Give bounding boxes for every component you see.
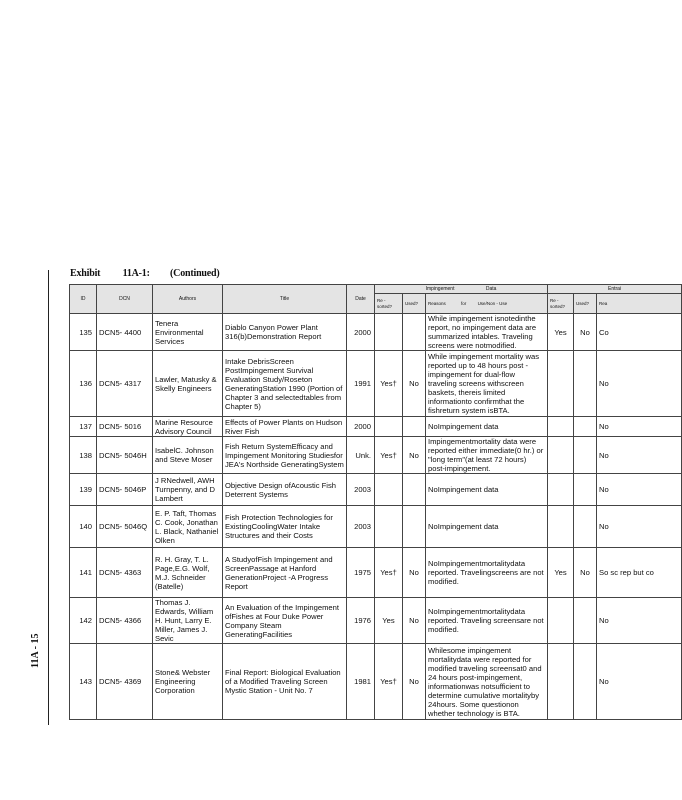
- header-imp-resorted: Re - sorted?: [375, 294, 403, 314]
- cell-date: 2000: [347, 417, 375, 437]
- margin-rule: [48, 270, 49, 725]
- cell-dcn: DCN5- 5016: [97, 417, 153, 437]
- exhibit-caption: [70, 268, 220, 279]
- cell-dcn: DCN5- 4400: [97, 314, 153, 351]
- caption-status: (Continued): [170, 268, 220, 279]
- cell-title: Objective Design ofAcoustic Fish Deterrent Systems: [223, 474, 347, 506]
- table-row: [70, 437, 682, 474]
- cell-imp-resorted: Yes†: [375, 644, 403, 720]
- cell-imp-resorted: Yes†: [375, 548, 403, 598]
- cell-title: Final Report: Biological Evaluation of a Modified Traveling Screen Mystic Station - Unit No. 7: [223, 644, 347, 720]
- cell-imp-reason: NoImpingement data: [426, 506, 548, 548]
- cell-authors: J RNedwell, AWH Turnpenny, and D Lambert: [153, 474, 223, 506]
- cell-imp-resorted: [375, 506, 403, 548]
- cell-ent-used: [574, 417, 597, 437]
- cell-imp-used: No: [403, 548, 426, 598]
- cell-ent-used: [574, 598, 597, 644]
- cell-imp-reason: NoImpingementmortalitydata reported. Traveling screensare not modified.: [426, 598, 548, 644]
- exhibit-table-wrapper: [69, 284, 654, 725]
- cell-authors: Tenera Environmental Services: [153, 314, 223, 351]
- table-row: [70, 506, 682, 548]
- cell-ent-used: No: [574, 548, 597, 598]
- caption-number: 11A-1:: [122, 268, 150, 279]
- cell-imp-resorted: [375, 417, 403, 437]
- table-row: [70, 474, 682, 506]
- cell-authors: IsabelC. Johnson and Steve Moser: [153, 437, 223, 474]
- cell-authors: Lawler, Matusky & Skelly Engineers: [153, 351, 223, 417]
- cell-ent-resorted: [548, 437, 574, 474]
- cell-title: Effects of Power Plants on Hudson River Fish: [223, 417, 347, 437]
- cell-imp-used: [403, 506, 426, 548]
- cell-ent-reason: No: [597, 417, 682, 437]
- cell-ent-reason: No: [597, 474, 682, 506]
- cell-imp-reason: While impingement isnotedinthe report, no impingement data are summarized intables. Traveling screens were notmodified.: [426, 314, 548, 351]
- cell-dcn: DCN5- 5046H: [97, 437, 153, 474]
- cell-id: 138: [70, 437, 97, 474]
- cell-imp-used: No: [403, 351, 426, 417]
- cell-authors: R. H. Gray, T. L. Page,E.G. Wolf, M.J. Schneider (Batelle): [153, 548, 223, 598]
- cell-ent-resorted: Yes: [548, 314, 574, 351]
- cell-date: 1981: [347, 644, 375, 720]
- page-number: 11A - 15: [30, 633, 41, 668]
- header-authors: Authors: [153, 285, 223, 314]
- cell-id: 141: [70, 548, 97, 598]
- cell-imp-reason: NoImpingementmortalitydata reported. Travelingscreens are not modified.: [426, 548, 548, 598]
- header-imp-used: Used?: [403, 294, 426, 314]
- header-title: Title: [223, 285, 347, 314]
- cell-ent-reason: No: [597, 506, 682, 548]
- header-ent-resorted: Re - sorted?: [548, 294, 574, 314]
- cell-dcn: DCN5- 4317: [97, 351, 153, 417]
- cell-imp-used: [403, 474, 426, 506]
- cell-imp-used: No: [403, 644, 426, 720]
- cell-dcn: DCN5- 4369: [97, 644, 153, 720]
- table-row: [70, 417, 682, 437]
- cell-title: A StudyofFish Impingement and ScreenPassage at Hanford GenerationProject -A Progress Report: [223, 548, 347, 598]
- cell-ent-reason: Co: [597, 314, 682, 351]
- cell-imp-used: [403, 417, 426, 437]
- cell-ent-reason: No: [597, 437, 682, 474]
- cell-id: 143: [70, 644, 97, 720]
- cell-title: Diablo Canyon Power Plant 316(b)Demonstration Report: [223, 314, 347, 351]
- cell-imp-resorted: [375, 474, 403, 506]
- header-impingement-label: Impingement: [425, 286, 455, 292]
- cell-authors: Marine Resource Advisory Council: [153, 417, 223, 437]
- cell-imp-resorted: Yes†: [375, 437, 403, 474]
- table-row: [70, 351, 682, 417]
- table-row: [70, 598, 682, 644]
- header-imp-reasons: [426, 294, 548, 314]
- cell-ent-used: [574, 644, 597, 720]
- cell-ent-reason: So sc rep but co: [597, 548, 682, 598]
- cell-authors: Stone& Webster Engineering Corporation: [153, 644, 223, 720]
- cell-ent-reason: No: [597, 598, 682, 644]
- cell-ent-used: [574, 506, 597, 548]
- cell-title: Fish Protection Technologies for ExistingCoolingWater Intake Structures and their Costs: [223, 506, 347, 548]
- cell-ent-resorted: [548, 474, 574, 506]
- cell-ent-used: [574, 474, 597, 506]
- cell-dcn: DCN5- 5046P: [97, 474, 153, 506]
- cell-imp-reason: NoImpingement data: [426, 474, 548, 506]
- cell-ent-resorted: [548, 417, 574, 437]
- cell-date: 2003: [347, 474, 375, 506]
- cell-id: 139: [70, 474, 97, 506]
- header-use: Use/Non - Use: [477, 300, 508, 306]
- cell-ent-reason: No: [597, 351, 682, 417]
- cell-id: 140: [70, 506, 97, 548]
- cell-date: 2003: [347, 506, 375, 548]
- cell-title: An Evaluation of the Impingement ofFishes at Four Duke Power Company Steam GeneratingFacilities: [223, 598, 347, 644]
- cell-id: 136: [70, 351, 97, 417]
- cell-imp-reason: Whilesome impingement mortalitydata were reported for modified traveling screensat0 and 24 hours post-impingement, informationwas notsufficient to determine cumulative mortalityby 24hours. Some questionon whether technology is BTA.: [426, 644, 548, 720]
- cell-dcn: DCN5- 5046Q: [97, 506, 153, 548]
- cell-imp-resorted: Yes: [375, 598, 403, 644]
- cell-ent-reason: No: [597, 644, 682, 720]
- cell-imp-used: [403, 314, 426, 351]
- cell-id: 142: [70, 598, 97, 644]
- cell-imp-used: No: [403, 598, 426, 644]
- cell-ent-used: [574, 437, 597, 474]
- cell-ent-used: [574, 351, 597, 417]
- cell-imp-reason: NoImpingement data: [426, 417, 548, 437]
- cell-authors: Thomas J. Edwards, William H. Hunt, Larry E. Miller, James J. Sevic: [153, 598, 223, 644]
- cell-imp-used: No: [403, 437, 426, 474]
- cell-dcn: DCN5- 4366: [97, 598, 153, 644]
- cell-id: 135: [70, 314, 97, 351]
- header-data-label: Data: [485, 286, 497, 292]
- cell-dcn: DCN5- 4363: [97, 548, 153, 598]
- cell-title: Intake DebrisScreen PostImpingement Survival Evaluation Study/Roseton GeneratingStation 1990 (Portion of Chapter 3 and selectedtables from Chapter 5): [223, 351, 347, 417]
- header-for: for: [461, 300, 467, 306]
- header-group-impingement: [375, 285, 548, 294]
- cell-ent-used: No: [574, 314, 597, 351]
- cell-ent-resorted: [548, 506, 574, 548]
- header-reasons: Reasons: [428, 300, 446, 306]
- header-ent-reasons: Rea: [597, 294, 682, 314]
- cell-id: 137: [70, 417, 97, 437]
- caption-exhibit: Exhibit: [70, 268, 101, 279]
- cell-ent-resorted: [548, 644, 574, 720]
- exhibit-table: [69, 284, 682, 720]
- header-date: Date: [347, 285, 375, 314]
- cell-title: Fish Return SystemEfficacy and Impingement Monitoring Studiesfor JEA's Northside GeneratingSystem: [223, 437, 347, 474]
- cell-imp-resorted: [375, 314, 403, 351]
- cell-authors: E. P. Taft, Thomas C. Cook, Jonathan L. Black, Nathaniel Olken: [153, 506, 223, 548]
- cell-date: Unk.: [347, 437, 375, 474]
- header-group-entrainment: Entrai: [548, 285, 682, 294]
- cell-date: 2000: [347, 314, 375, 351]
- cell-date: 1976: [347, 598, 375, 644]
- header-ent-used: Used?: [574, 294, 597, 314]
- cell-imp-resorted: Yes†: [375, 351, 403, 417]
- cell-imp-reason: While impingement mortality was reported up to 48 hours post - impingement for dual-flow traveling screens withscreen baskets, thereis limited informationto confirmthat the fishreturn system isBTA.: [426, 351, 548, 417]
- table-row: [70, 314, 682, 351]
- table-row: [70, 644, 682, 720]
- cell-imp-reason: Impingementmortality data were reported either immediate(0 hr.) or "long term"(at least 72 hours) post-impingement.: [426, 437, 548, 474]
- cell-ent-resorted: Yes: [548, 548, 574, 598]
- header-dcn: DCN: [97, 285, 153, 314]
- cell-date: 1975: [347, 548, 375, 598]
- cell-ent-resorted: [548, 351, 574, 417]
- cell-ent-resorted: [548, 598, 574, 644]
- table-row: [70, 548, 682, 598]
- header-id: ID: [70, 285, 97, 314]
- cell-date: 1991: [347, 351, 375, 417]
